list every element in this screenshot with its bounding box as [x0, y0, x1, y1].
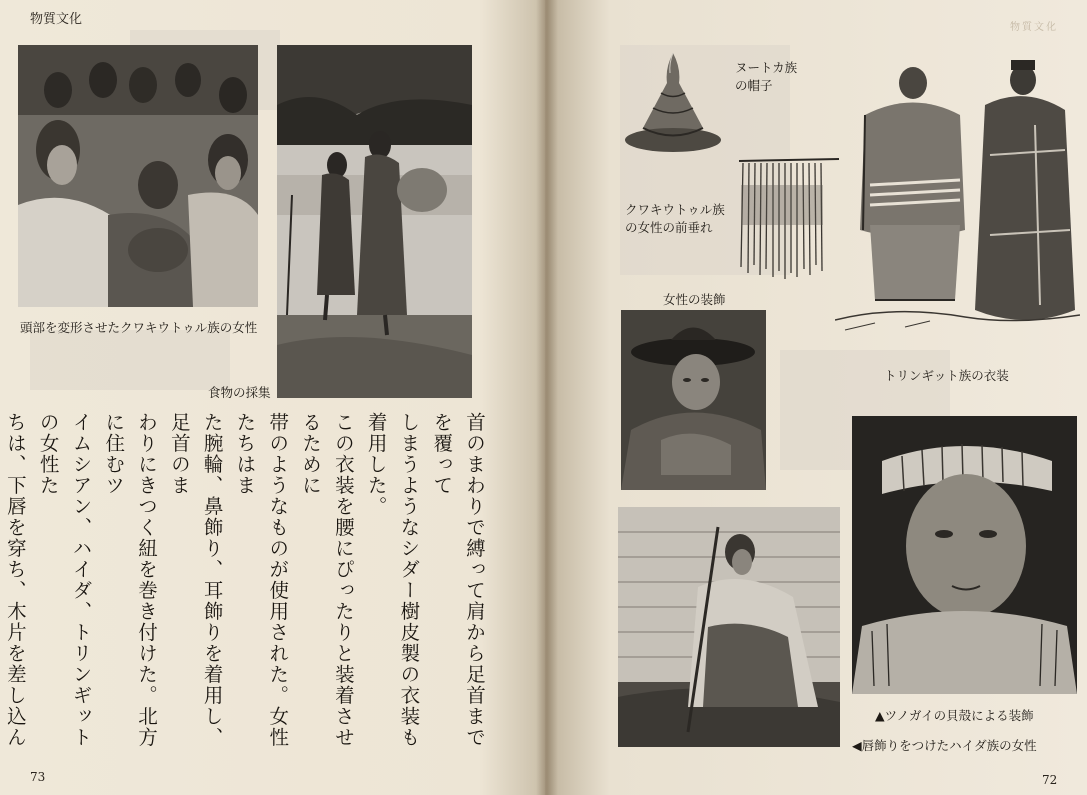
body-line: わりにきつく紐を巻き付けた。北方に住むツ [102, 412, 159, 748]
drawing-tlingit-costume [835, 55, 1080, 355]
running-head-faded: 物質文化 [1010, 22, 1058, 33]
caption-nootka-hat-line2: の帽子 [735, 78, 773, 93]
caption-nootka-hat-line1: ヌートカ族 [735, 60, 798, 75]
book-gutter [536, 0, 558, 795]
body-line: 帯のようなものが使用された。女性たちはま [233, 412, 290, 748]
caption-womens-ornament: 女性の装飾 [663, 292, 726, 307]
body-line: ちは、下唇を穿ち、木片を差し込ん [3, 412, 27, 748]
page-number-left: 73 [30, 770, 46, 784]
caption-haida-labret: ◀唇飾りをつけたハイダ族の女性 [852, 738, 1037, 753]
drawing-kwakiutl-apron [735, 155, 843, 285]
caption-dentalium: ▲ツノガイの貝殻による装飾 [875, 708, 1034, 723]
photo-seated-elder [618, 507, 840, 747]
body-text [3, 412, 490, 757]
drawing-nootka-hat [623, 48, 723, 158]
body-line: しまうようなシダー樹皮製の衣装も着用した。 [364, 412, 421, 748]
photo-haida-woman [852, 416, 1077, 694]
body-line: この衣装を腰にぴったりと装着させるために [299, 412, 355, 748]
body-line: 首のまわりで縛って肩から足首までを覆って [430, 412, 486, 748]
caption-kwakiutl-women: 頭部を変形させたクワキウトゥル族の女性 [20, 320, 258, 335]
page-number-right: 72 [1042, 773, 1058, 787]
caption-kwakiutl-apron-line2: の女性の前垂れ [625, 220, 713, 235]
running-head: 物質文化 [30, 12, 83, 27]
caption-tlingit-costume: トリンギット族の衣装 [884, 368, 1009, 383]
caption-kwakiutl-apron-line1: クワキウトゥル族 [625, 202, 725, 217]
body-line: た腕輪、鼻飾り、耳飾りを着用し、足首のま [167, 412, 224, 748]
caption-food-gathering: 食物の採集 [208, 385, 271, 400]
right-page [545, 0, 1087, 795]
photo-kwakiutl-women [18, 45, 258, 307]
photo-woman-with-hat [621, 310, 766, 490]
body-line: イムシアン、ハイダ、トリンギットの女性た [36, 412, 93, 748]
photo-food-gathering [277, 45, 472, 398]
